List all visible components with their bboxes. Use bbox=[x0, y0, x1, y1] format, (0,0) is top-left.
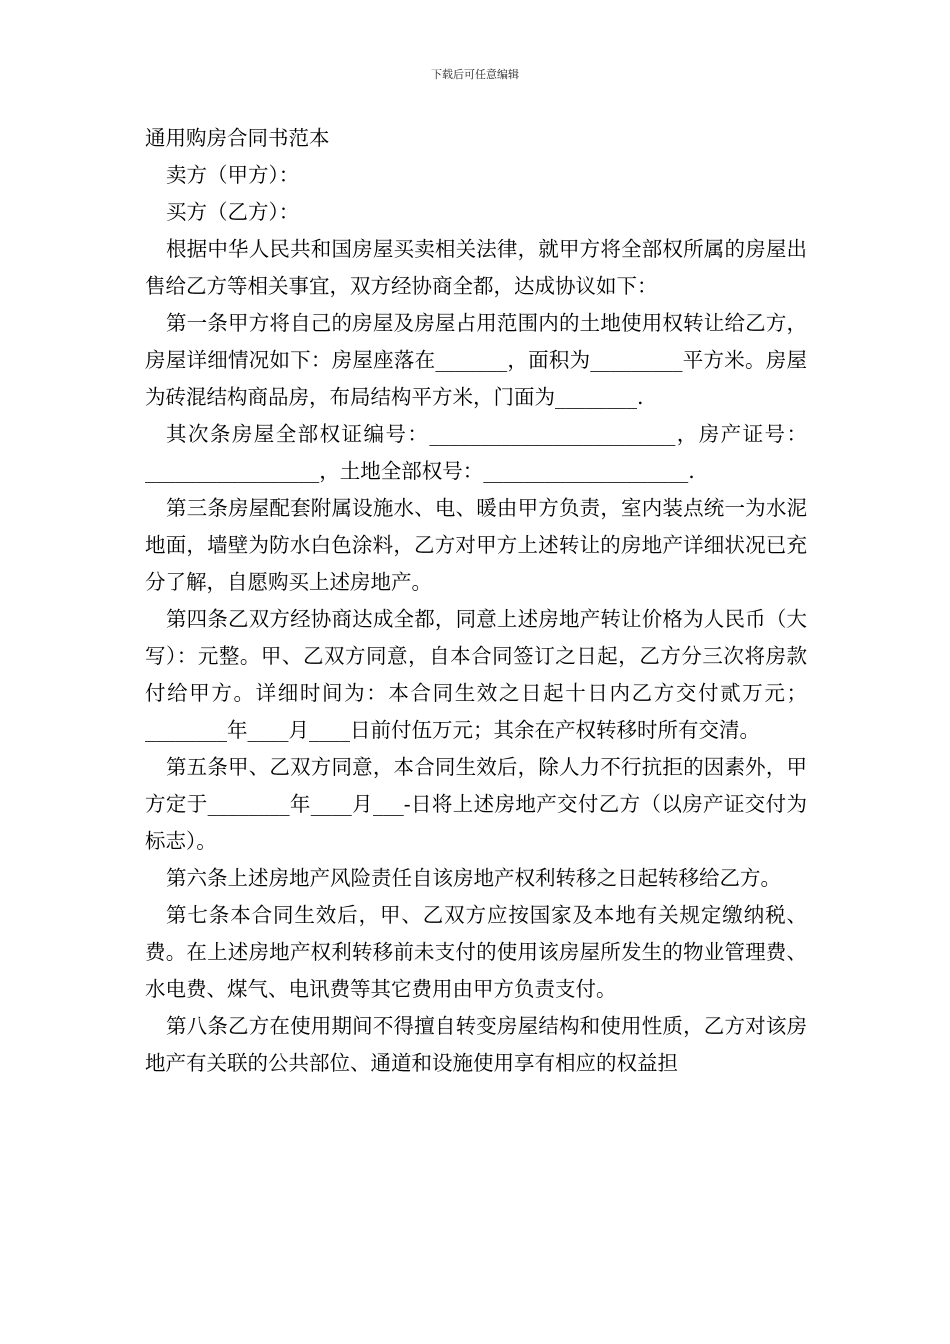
article-4-paragraph: 第四条乙双方经协商达成全都，同意上述房地产转让价格为人民币（大写）：元整。甲、乙双方同意，自本合同签订之日起，乙方分三次将房款付给甲方。详细时间为：本合同生效之日起十日内乙方交付贰万元；________年____月____日前付伍万元；其余在产权转移时所有交清。 bbox=[145, 607, 807, 742]
article-6-paragraph: 第六条上述房地产风险责任自该房地产权利转移之日起转移给乙方。 bbox=[166, 866, 781, 890]
buyer-line: 买方（乙方）： bbox=[166, 200, 300, 224]
seller-line: 卖方（甲方）： bbox=[166, 163, 300, 187]
article-3-paragraph: 第三条房屋配套附属设施水、电、暖由甲方负责，室内装点统一为水泥地面，墙壁为防水白色涂料，乙方对甲方上述转让的房地产详细状况已充分了解，自愿购买上述房地产。 bbox=[145, 496, 807, 594]
preamble-paragraph: 根据中华人民共和国房屋买卖相关法律，就甲方将全部权所属的房屋出售给乙方等相关事宜，双方经协商全都，达成协议如下： bbox=[145, 237, 807, 298]
article-8-paragraph: 第八条乙方在使用期间不得擅自转变房屋结构和使用性质，乙方对该房地产有关联的公共部位、通道和设施使用享有相应的权益担 bbox=[145, 1014, 807, 1075]
page-header-note: 下载后可任意编辑 bbox=[431, 68, 519, 81]
article-2-paragraph: 其次条房屋全部权证编号：________________________，房产证号：_________________，土地全部权号：____________________. bbox=[145, 422, 807, 483]
article-7-paragraph: 第七条本合同生效后，甲、乙双方应按国家及本地有关规定缴纳税、费。在上述房地产权利转移前未支付的使用该房屋所发生的物业管理费、水电费、煤气、电讯费等其它费用由甲方负责支付。 bbox=[145, 903, 807, 1001]
contract-body bbox=[145, 120, 807, 1082]
document-title: 通用购房合同书范本 bbox=[145, 126, 330, 150]
article-1-paragraph: 第一条甲方将自己的房屋及房屋占用范围内的土地使用权转让给乙方，房屋详细情况如下：房屋座落在_______，面积为_________平方米。房屋为砖混结构商品房，布局结构平方米，门面为________. bbox=[145, 311, 807, 409]
article-5-paragraph: 第五条甲、乙双方同意，本合同生效后，除人力不行抗拒的因素外，甲方定于________年____月___-日将上述房地产交付乙方（以房产证交付为标志）。 bbox=[145, 755, 807, 853]
